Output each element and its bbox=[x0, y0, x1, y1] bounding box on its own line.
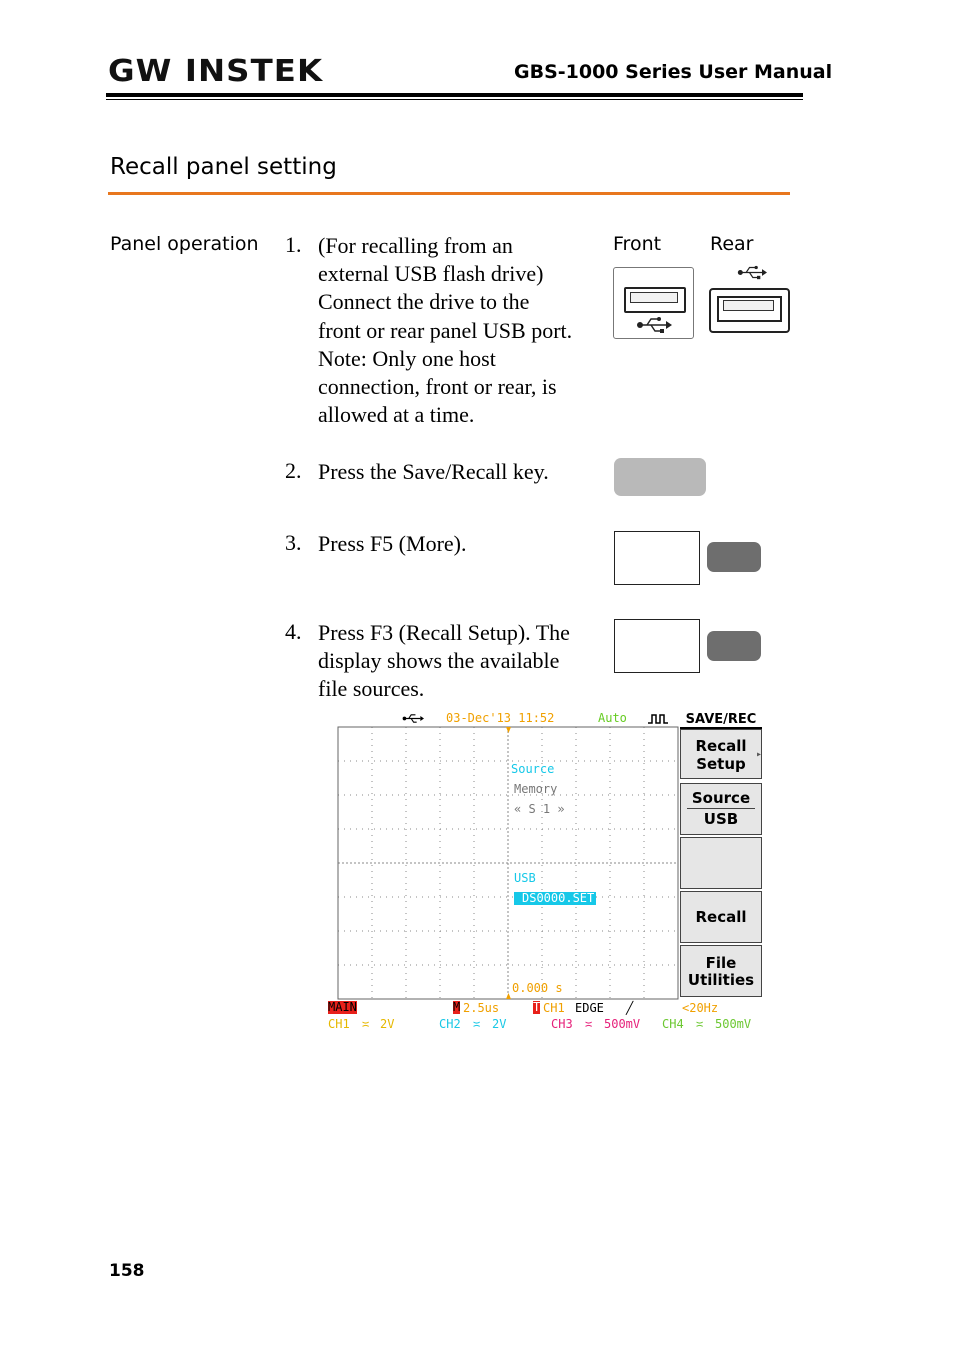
step-line: Note: Only one host bbox=[318, 345, 496, 371]
pulse-icon bbox=[648, 713, 668, 724]
file-utilities-menu-button[interactable] bbox=[680, 945, 762, 997]
page-number: 158 bbox=[109, 1261, 145, 1281]
step-line: Press F3 (Recall Setup). The bbox=[318, 620, 570, 645]
ch2-scale: 2V bbox=[492, 1017, 507, 1031]
step-2-text bbox=[318, 458, 549, 486]
step-line: file sources. bbox=[318, 676, 425, 702]
header-rule bbox=[106, 93, 803, 97]
step-2-number: 2. bbox=[285, 458, 302, 483]
submenu-arrow-icon: ▸ bbox=[756, 749, 763, 760]
ch2-coupling-icon: ≍ bbox=[473, 1017, 481, 1031]
step-line: allowed at a time. bbox=[318, 402, 475, 428]
menu-line: Setup bbox=[696, 755, 746, 773]
ch1-coupling-icon: ≍ bbox=[362, 1017, 370, 1031]
trigger-slope-icon: ╱ bbox=[626, 1001, 634, 1015]
front-usb-slot-inner bbox=[630, 292, 678, 303]
step-line: Press F5 (More). bbox=[318, 531, 467, 556]
ch4-coupling-icon: ≍ bbox=[696, 1017, 704, 1031]
ch1-scale: 2V bbox=[380, 1017, 395, 1031]
recall-setup-menu-button[interactable] bbox=[680, 729, 762, 779]
ch3-scale: 500mV bbox=[604, 1017, 641, 1031]
menu-line: File bbox=[705, 954, 737, 972]
front-label: Front bbox=[613, 233, 662, 255]
t-tag: T bbox=[533, 1000, 541, 1014]
menu-line: Recall bbox=[695, 737, 747, 755]
rear-label: Rear bbox=[710, 233, 754, 255]
step-4-text bbox=[318, 619, 570, 704]
source-menu-button[interactable] bbox=[680, 783, 762, 835]
manual-title: GBS-1000 Series User Manual bbox=[514, 61, 833, 83]
step-line: connection, front or rear, is bbox=[318, 374, 557, 400]
oscilloscope-screen bbox=[326, 711, 764, 1034]
ch1-label: CH1 bbox=[328, 1017, 350, 1031]
recall-menu-button[interactable]: Recall bbox=[680, 891, 762, 943]
scope-datetime: 03-Dec'13 11:52 bbox=[446, 711, 555, 725]
trigger-source: CH1 bbox=[543, 1001, 565, 1015]
usb-icon bbox=[636, 316, 672, 334]
trigger-frequency: <20Hz bbox=[682, 1001, 719, 1015]
usb-icon bbox=[402, 713, 424, 724]
scope-trigger-mode: Auto bbox=[598, 711, 627, 725]
save-recall-key bbox=[614, 458, 706, 496]
usb-icon bbox=[737, 265, 767, 280]
step-4-number: 4. bbox=[285, 619, 302, 644]
timebase-value: 2.5us bbox=[463, 1001, 500, 1015]
overlay-source-label: Source bbox=[511, 762, 555, 776]
blank-menu-button[interactable] bbox=[680, 837, 762, 889]
ch4-scale: 500mV bbox=[715, 1017, 752, 1031]
step-line: Press the Save/Recall key. bbox=[318, 459, 549, 484]
overlay-memory-label: Memory bbox=[514, 782, 558, 796]
step-1-number: 1. bbox=[285, 232, 302, 257]
trigger-type: EDGE bbox=[575, 1001, 604, 1015]
step-line: Connect the drive to the bbox=[318, 289, 530, 315]
source-value: USB bbox=[703, 810, 739, 828]
section-divider bbox=[108, 192, 790, 195]
panel-operation-label: Panel operation bbox=[110, 233, 259, 255]
ch2-label: CH2 bbox=[439, 1017, 461, 1031]
rear-usb-slot-inner bbox=[723, 300, 774, 311]
header-rule-thin bbox=[106, 99, 803, 100]
overlay-time-offset: 0.000 s bbox=[512, 981, 563, 995]
main-timebase-tag: MAIN bbox=[328, 1000, 357, 1014]
menu-title: SAVE/REC bbox=[680, 712, 762, 729]
step-line: external USB flash drive) bbox=[318, 261, 544, 287]
ch4-label: CH4 bbox=[662, 1017, 684, 1031]
menu-softkey-box bbox=[614, 619, 700, 673]
step-1-text bbox=[318, 232, 572, 429]
step-line: (For recalling from an bbox=[318, 233, 513, 258]
overlay-slot-selector: « S 1 » bbox=[514, 802, 565, 816]
ch3-coupling-icon: ≍ bbox=[585, 1017, 593, 1031]
overlay-selected-file: DS0000.SET bbox=[514, 892, 596, 905]
menu-softkey-box bbox=[614, 531, 700, 585]
m-tag: M bbox=[453, 1000, 461, 1014]
brand-logo: GW INSTEK bbox=[108, 54, 324, 89]
section-title: Recall panel setting bbox=[110, 154, 337, 180]
step-line: front or rear panel USB port. bbox=[318, 317, 573, 343]
f3-key bbox=[707, 631, 761, 661]
step-3-number: 3. bbox=[285, 530, 302, 555]
step-3-text bbox=[318, 530, 467, 558]
f5-key bbox=[707, 542, 761, 572]
step-line: display shows the available bbox=[318, 648, 560, 674]
menu-line: Utilities bbox=[687, 971, 755, 989]
ch3-label: CH3 bbox=[551, 1017, 573, 1031]
overlay-usb-label: USB bbox=[514, 871, 536, 885]
source-label: Source bbox=[687, 788, 755, 809]
